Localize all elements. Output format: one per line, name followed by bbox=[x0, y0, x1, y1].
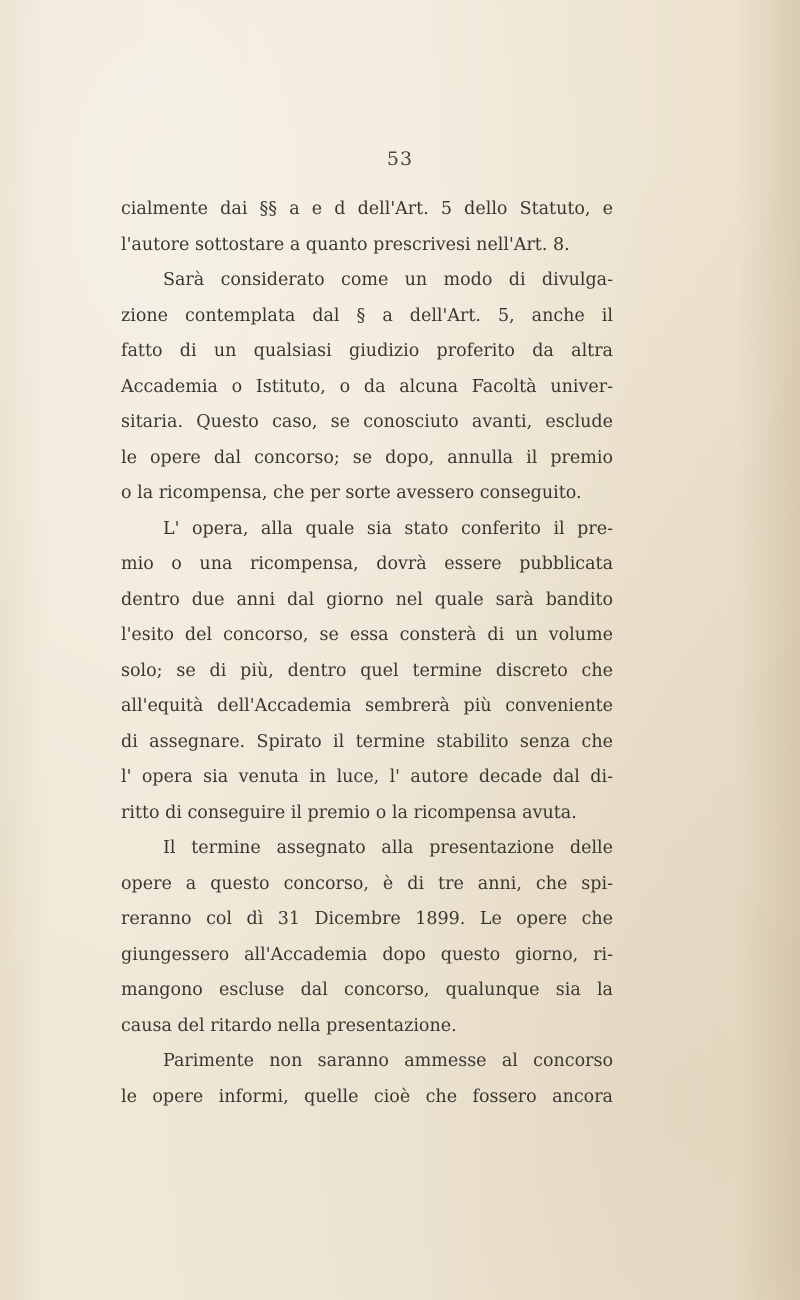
text-line-4: zione contemplata dal § a dell'Art. 5, anche il bbox=[121, 305, 613, 326]
text-line-26: le opere informi, quelle cioè che fossero ancora bbox=[121, 1086, 613, 1107]
text-line-22: giungessero all'Accademia dopo questo giorno, ri- bbox=[121, 944, 613, 965]
text-line-10: L' opera, alla quale sia stato conferito il pre- bbox=[163, 518, 613, 539]
text-line-25: Parimente non saranno ammesse al concorso bbox=[163, 1051, 613, 1071]
text-line-20: opere a questo concorso, è di tre anni, che spi- bbox=[121, 873, 613, 894]
text-line-6: Accademia o Istituto, o da alcuna Facoltà univer- bbox=[121, 376, 613, 397]
text-line-21: reranno col dì 31 Dicembre 1899. Le opere che bbox=[121, 909, 613, 929]
text-line-17: l' opera sia venuta in luce, l' autore decade dal di- bbox=[121, 767, 613, 787]
text-line-11: mio o una ricompensa, dovrà essere pubblicata bbox=[121, 554, 613, 574]
text-line-15: all'equità dell'Accademia sembrerà più conveniente bbox=[121, 696, 613, 716]
text-line-14: solo; se di più, dentro quel termine discreto che bbox=[121, 660, 613, 681]
text-line-5: fatto di un qualsiasi giudizio proferito da altra bbox=[121, 341, 613, 361]
text-line-16: di assegnare. Spirato il termine stabilito senza che bbox=[121, 731, 613, 752]
body-text bbox=[121, 192, 613, 1115]
page-number: 53 bbox=[386, 148, 414, 170]
text-line-23: mangono escluse dal concorso, qualunque sia la bbox=[121, 980, 613, 1000]
text-line-24: causa del ritardo nella presentazione. bbox=[121, 1015, 457, 1036]
text-line-2: l'autore sottostare a quanto prescrivesi nell'Art. 8. bbox=[121, 234, 570, 255]
text-line-3: Sarà considerato come un modo di divulga- bbox=[163, 270, 613, 290]
text-line-19: Il termine assegnato alla presentazione delle bbox=[163, 838, 613, 858]
text-line-8: le opere dal concorso; se dopo, annulla il premio bbox=[121, 447, 613, 468]
text-line-12: dentro due anni dal giorno nel quale sarà bandito bbox=[121, 589, 613, 610]
text-line-18: ritto di conseguire il premio o la ricompensa avuta. bbox=[121, 802, 577, 823]
text-line-9: o la ricompensa, che per sorte avessero conseguito. bbox=[121, 483, 582, 503]
text-line-7: sitaria. Questo caso, se conosciuto avanti, esclude bbox=[121, 412, 613, 432]
text-line-1: cialmente dai §§ a e d dell'Art. 5 dello Statuto, e bbox=[121, 199, 613, 219]
text-line-13: l'esito del concorso, se essa consterà di un volume bbox=[121, 625, 613, 645]
